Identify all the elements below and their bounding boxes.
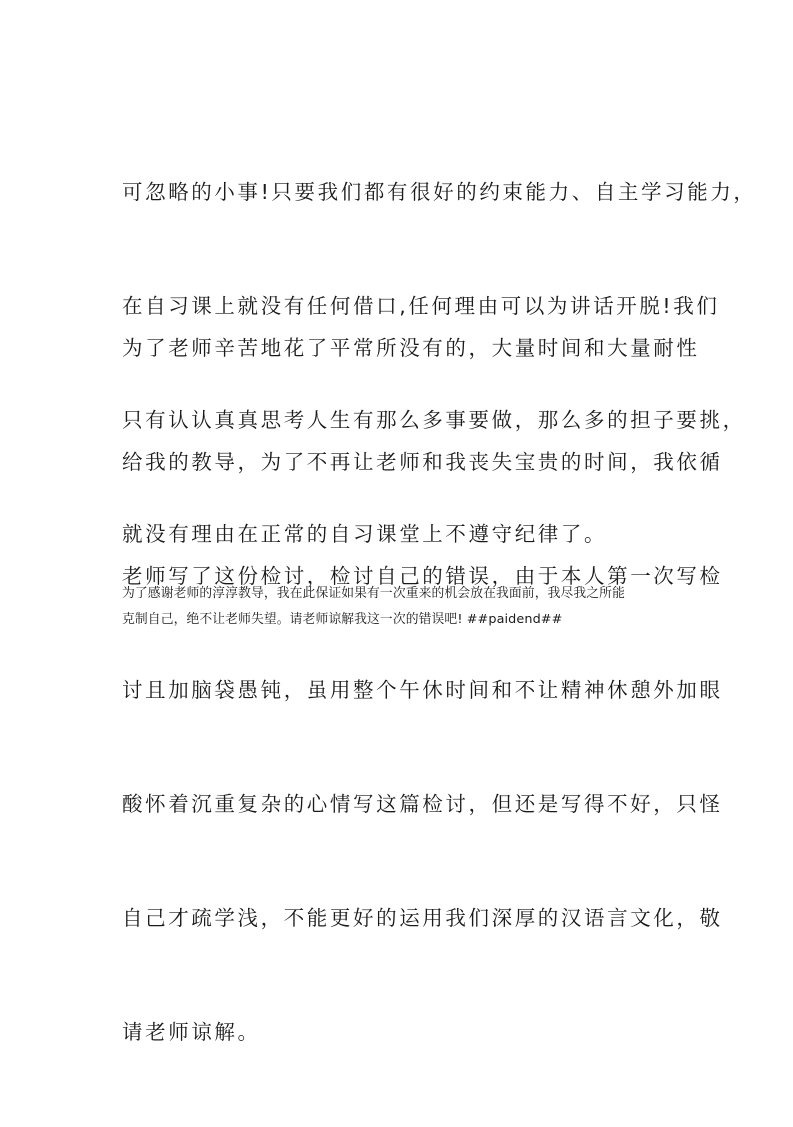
paragraph-line: 就没有理由在正常的自习课堂上不遵守纪律了。 bbox=[122, 522, 608, 546]
paragraph-line: 为了感谢老师的淳淳教导，我在此保证如果有一次重来的机会放在我面前，我尽我之所能 bbox=[122, 586, 625, 601]
paragraph-line: 给我的教导，为了不再让老师和我丧失宝贵的时间，我依循 bbox=[122, 450, 723, 474]
paragraph-line: 可忽略的小事!只要我们都有很好的约束能力、自主学习能力， bbox=[122, 180, 757, 204]
paragraph-line: 为了老师辛苦地花了平常所没有的，大量时间和大量耐性 bbox=[122, 336, 700, 360]
paragraph-line: 请老师谅解。 bbox=[122, 1020, 261, 1044]
paragraph-line: 在自习课上就没有任何借口,任何理由可以为讲话开脱!我们 bbox=[122, 294, 720, 318]
paragraph-3 bbox=[122, 581, 682, 633]
paragraph-line: 讨且加脑袋愚钝，虽用整个午休时间和不让精神休憩外加眼 bbox=[122, 678, 723, 702]
paragraph-line: 酸怀着沉重复杂的心情写这篇检讨，但还是写得不好，只怪 bbox=[122, 792, 723, 816]
paragraph-line: 老师写了这份检讨，检讨自己的错误，由于本人第一次写检 bbox=[122, 564, 723, 588]
paragraph-2 bbox=[122, 253, 746, 1127]
paragraph-line: 只有认认真真思考人生有那么多事要做，那么多的担子要挑， bbox=[122, 408, 746, 432]
paragraph-line: 克制自己，绝不让老师失望。请老师谅解我这一次的错误吧! ##paidend## bbox=[122, 612, 563, 627]
paragraph-line: 自己才疏学浅，不能更好的运用我们深厚的汉语言文化，敬 bbox=[122, 906, 723, 930]
